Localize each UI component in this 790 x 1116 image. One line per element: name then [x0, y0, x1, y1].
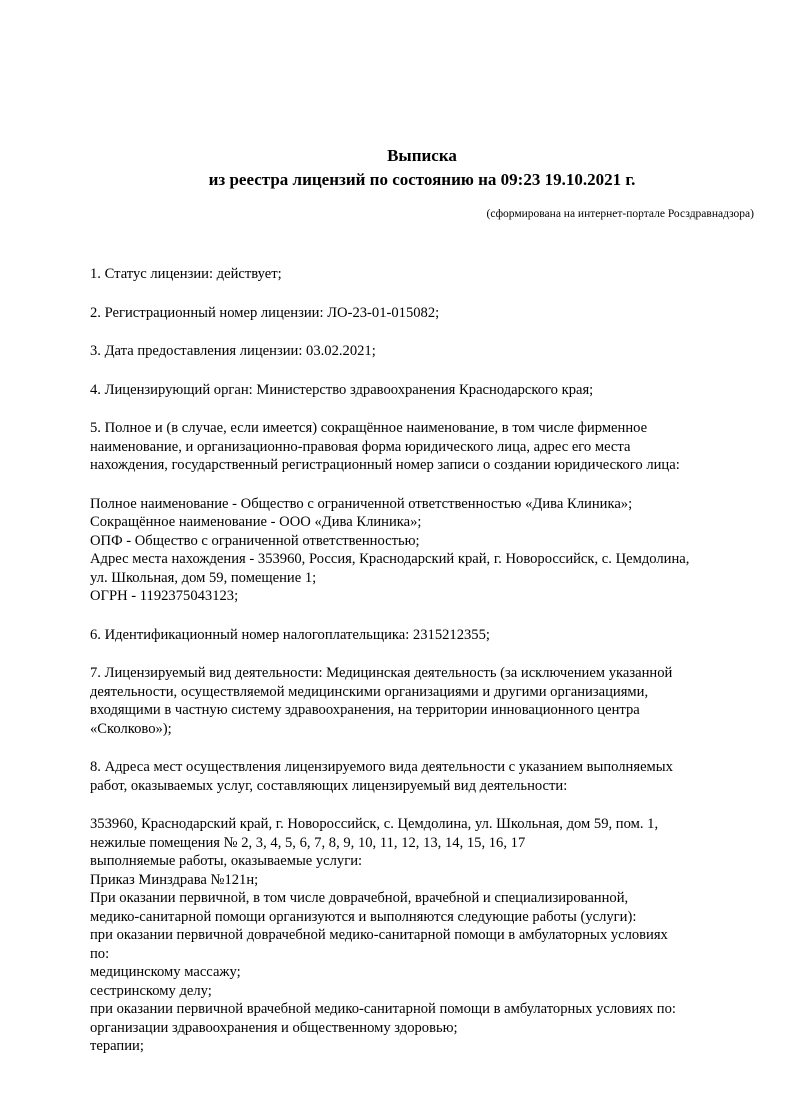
item-addresses-details: 353960, Краснодарский край, г. Новороссийск, с. Цемдолина, ул. Школьная, дом 59, пом. 1, нежилые помещения № 2, 3, 4, 5, 6, 7, 8, 9, 10, 11, 12, 13, 14, 15, 16, 17 выполняемые работы, оказываемые услуги: Приказ Минздрава №121н; При оказании первичной, в том числе доврачебной, врачебной и специализированной, медико-санитарной помощи организуются и выполняются следующие работы (услуги): при оказании первичной доврачебной медико-санитарной помощи в амбулаторных условиях по: медицинскому массажу; сестринскому делу; при оказании первичной врачебной медико-санитарной помощи в амбулаторных условиях по: организации здравоохранения и общественному здоровью; терапии; [90, 816, 676, 1054]
document-body [90, 265, 770, 1056]
item-authority: 4. Лицензирующий орган: Министерство здравоохранения Краснодарского края; [90, 381, 594, 398]
item-inn: 6. Идентификационный номер налогоплательщика: 2315212355; [90, 626, 490, 643]
document-subtitle: из реестра лицензий по состоянию на 09:23 19.10.2021 г. [208, 170, 636, 189]
item-activity: 7. Лицензируемый вид деятельности: Медицинская деятельность (за исключением указанной деятельности, осуществляемой медицинскими организациями и другими организациями, входящими в частную систему здравоохранения, на территории инновационного центра «Сколково»); [90, 665, 673, 737]
source-note: (сформирована на интернет-портале Росздравнадзора) [486, 208, 754, 220]
document-title: Выписка [387, 146, 457, 165]
item-name-details: Полное наименование - Общество с ограниченной ответственностью «Дива Клиника»; Сокращённое наименование - ООО «Дива Клиника»; ОПФ - Общество с ограниченной ответственностью; Адрес места нахождения - 353960, Россия, Краснодарский край, г. Новороссийск, с. Цемдолина, ул. Школьная, дом 59, помещение 1; ОГРН - 1192375043123; [90, 495, 690, 604]
item-status: 1. Статус лицензии: действует; [90, 266, 282, 282]
item-name-heading: 5. Полное и (в случае, если имеется) сокращённое наименование, в том числе фирменное наименование, и организационно-правовая форма юридического лица, адрес его места нахождения, государственный регистрационный номер записи о создании юридического лица: [90, 420, 680, 473]
item-date: 3. Дата предоставления лицензии: 03.02.2021; [90, 343, 376, 359]
item-addresses-heading: 8. Адреса мест осуществления лицензируемого вида деятельности с указанием выполняемых работ, оказываемых услуг, составляющих лицензируемый вид деятельности: [90, 759, 673, 794]
item-reg-number: 2. Регистрационный номер лицензии: ЛО-23-01-015082; [90, 304, 440, 321]
